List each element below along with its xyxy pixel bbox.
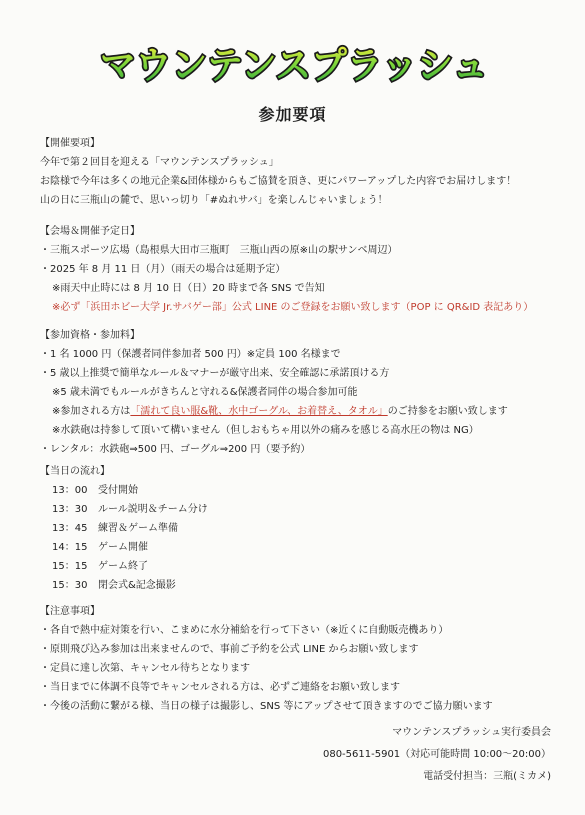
note-line: ・原則飛び込み参加は出来ませんので、事前ご予約を公式 LINE からお願い致します: [40, 644, 419, 655]
page-title: 参加要項: [258, 105, 327, 124]
bring-suffix: のご持参をお願い致します: [387, 406, 508, 417]
schedule-time: 13：00: [52, 485, 88, 496]
note-line: ・当日までに体調不良等でキャンセルされる方は、必ずご連絡をお願い致します: [40, 682, 400, 693]
schedule-label: ルール説明＆チーム分け: [98, 504, 208, 515]
section-heading: 【開催要項】: [40, 138, 100, 149]
logo-text: マウンテンスプラッシュ: [100, 44, 488, 87]
rain-note: ※雨天中止時には 8 月 10 日（日）20 時まで各 SNS で告知: [52, 283, 325, 294]
contact-person: 電話受付担当：三瓶(ミカメ): [423, 771, 551, 782]
schedule-label: 練習＆ゲーム準備: [98, 523, 178, 534]
schedule-row: [40, 576, 560, 595]
overview-line: お陰様で今年は多くの地元企業&団体様からもご協賛を頂き、更にパワーアップした内容でお届けします！: [40, 176, 517, 187]
section-venue: [40, 222, 560, 317]
schedule-row: [40, 538, 560, 557]
section-heading: 【会場＆開催予定日】: [40, 226, 140, 237]
schedule-time: 15：30: [52, 580, 88, 591]
event-logo: [96, 34, 492, 94]
line-registration-note: ※必ず「浜田ホビー大学 Jr.サバゲー部」公式 LINE のご登録をお願い致します（POP に QR&ID 表記あり）: [52, 302, 534, 313]
section-schedule: [40, 462, 560, 595]
schedule-time: 14：15: [52, 542, 88, 553]
fee-line: ・1 名 1000 円（保護者同伴参加者 500 円）※定員 100 名様まで: [40, 349, 341, 360]
note-line: ・各自で熱中症対策を行い、こまめに水分補給を行って下さい（※近くに自動販売機あり）: [40, 625, 449, 636]
logo-graphic: [96, 34, 492, 94]
watergun-note: ※水鉄砲は持参して頂いて構いません（但しおもちゃ用以外の痛みを感じる高水圧の物は NG）: [52, 425, 479, 436]
section-overview: [40, 134, 560, 210]
age-line: ・5 歳以上推奨で簡単なルール＆マナーが厳守出来、安全確認に承諾頂ける方: [40, 368, 390, 379]
under5-note: ※5 歳未満でもルールがきちんと守れる&保護者同伴の場合参加可能: [52, 387, 358, 398]
venue-place: ・三瓶スポーツ広場（島根県大田市三瓶町 三瓶山西の原※山の駅サンベ周辺）: [40, 245, 398, 256]
schedule-time: 13：30: [52, 504, 88, 515]
note-line: ・今後の活動に繋がる様、当日の様子は撮影し、SNS 等にアップさせて頂きますのでご協力願います: [40, 701, 493, 712]
phone-number: 080-5611-5901（対応可能時間 10:00～20:00）: [322, 749, 551, 760]
overview-line: 山の日に三瓶山の麓で、思いっ切り「#ぬれサバ」を楽しんじゃいましょう！: [40, 195, 388, 206]
schedule-row: [40, 481, 560, 500]
section-heading: 【注意事項】: [40, 606, 100, 617]
schedule-row: [40, 557, 560, 576]
schedule-label: ゲーム開催: [98, 542, 148, 553]
schedule-time: 13：45: [52, 523, 88, 534]
schedule-label: 閉会式&記念撮影: [98, 580, 176, 591]
section-eligibility: [40, 326, 560, 459]
bring-note: [40, 402, 560, 421]
schedule-row: [40, 519, 560, 538]
schedule-row: [40, 500, 560, 519]
bring-prefix: ※参加される方は: [52, 406, 131, 417]
section-heading: 【当日の流れ】: [40, 466, 110, 477]
rental-line: ・レンタル：水鉄砲⇒500 円、ゴーグル⇒200 円（要予約）: [40, 444, 311, 455]
schedule-time: 15：15: [52, 561, 88, 572]
section-heading: 【参加資格・参加料】: [40, 330, 140, 341]
section-notes: [40, 602, 560, 716]
overview-line: 今年で第２回目を迎える「マウンテンスプラッシュ」: [40, 157, 279, 168]
bring-items: 「濡れて良い服&靴、水中ゴーグル、お着替え、タオル」: [130, 406, 388, 417]
footer-contact: [323, 722, 551, 788]
schedule-label: 受付開始: [98, 485, 138, 496]
note-line: ・定員に達し次第、キャンセル待ちとなります: [40, 663, 250, 674]
organizer-name: マウンテンスプラッシュ実行委員会: [392, 727, 551, 738]
venue-date: ・2025 年 8 月 11 日（月）（雨天の場合は延期予定）: [40, 264, 286, 275]
schedule-label: ゲーム終了: [98, 561, 148, 572]
